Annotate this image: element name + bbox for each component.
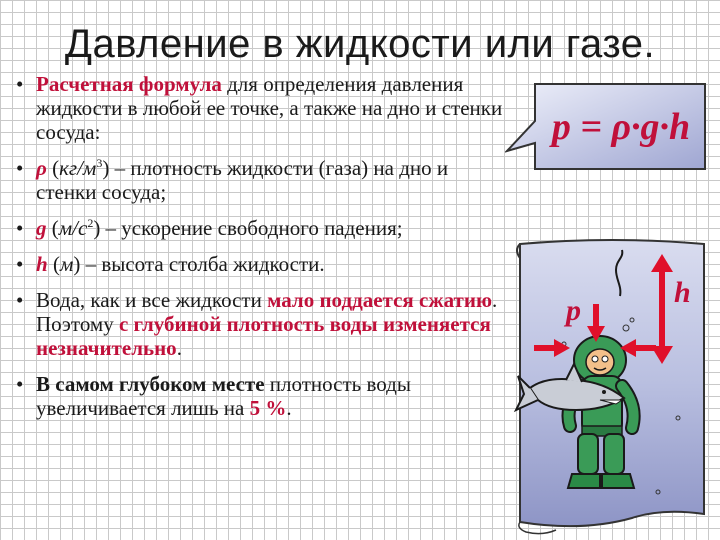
bullet-text-part: h [36, 252, 48, 276]
bullet-text-part: . [176, 336, 182, 360]
bullet-marker: • [16, 156, 24, 180]
bullet-item [12, 252, 512, 276]
bullet-item [12, 72, 512, 144]
bullet-text-part: ( [46, 216, 59, 240]
bullet-marker: • [16, 288, 24, 312]
bullet-item [12, 216, 512, 240]
bullet-marker: • [16, 216, 24, 240]
bullet-marker: • [16, 72, 24, 96]
bullet-marker: • [16, 252, 24, 276]
bullet-text-part: Вода, как и все жидкости [36, 288, 268, 312]
bullet-text-part: 5 % [249, 396, 287, 420]
bullet-list [12, 72, 512, 432]
bullet-text-part: В самом глубоком месте [36, 372, 265, 396]
bullet-text-part: м/с [58, 216, 88, 240]
pressure-label: p [566, 294, 581, 327]
bullet-text-part: кг/м [59, 156, 97, 180]
bullet-text-part: ) – плотность жидкости (газа) на дно и стенки сосуда; [36, 156, 449, 204]
bullet-text-part: ) – ускорение свободного падения; [93, 216, 403, 240]
bullet-marker: • [16, 372, 24, 396]
pressure-formula: p = ρ·g·h [551, 106, 691, 148]
bullet-text-part: . Поэтому [36, 288, 498, 336]
bullet-text-part: 2 [87, 216, 94, 230]
bullet-text-part: мало поддается сжатию [267, 288, 492, 312]
bullet-text-part: ρ [36, 156, 47, 180]
bullet-text-part: Расчетная формула [36, 72, 222, 96]
bullet-text-part: ( [46, 156, 60, 180]
bullet-item [12, 372, 512, 420]
bullet-text-part: 3 [96, 156, 103, 170]
height-label: h [674, 276, 691, 309]
bullet-text-part: ) – высота столба жидкости. [73, 252, 325, 276]
slide-title: Давление в жидкости или газе. [64, 22, 656, 66]
bullet-text-part: м [59, 252, 74, 276]
bullet-text-part: для определения давления жидкости в любой ее точке, а также на дно и стенки сосуда: [36, 72, 503, 144]
bullet-text-part: ( [47, 252, 60, 276]
bullet-text-part: с глубиной плотность воды изменяется незначительно [36, 312, 491, 360]
bullet-item [12, 156, 512, 204]
bullet-text-part: . [286, 396, 292, 420]
bullet-text-part: плотность воды увеличивается лишь на [36, 372, 411, 420]
bullet-text-part: g [36, 216, 47, 240]
bullet-item [12, 288, 512, 360]
